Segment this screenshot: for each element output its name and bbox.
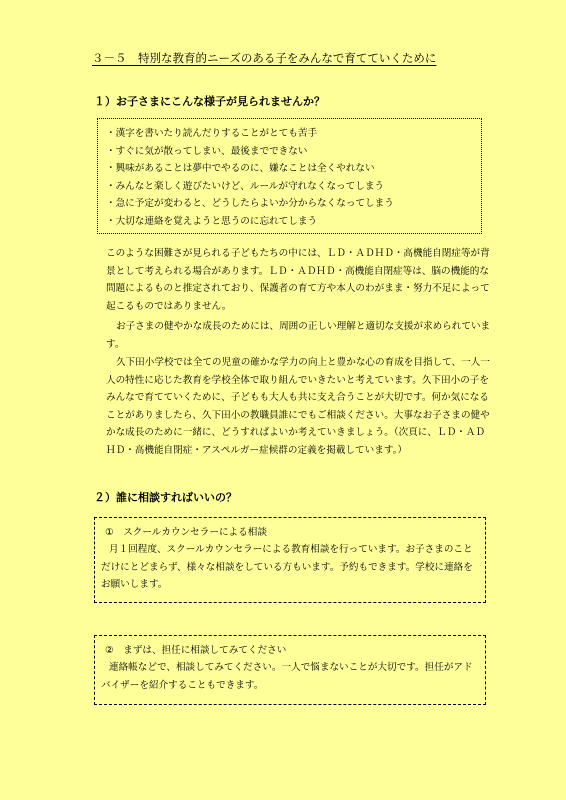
consult-box-teacher xyxy=(94,635,486,705)
symptom-item: ・すぐに気が散ってしまい、最後までできない xyxy=(106,145,308,157)
symptom-item: ・急に予定が変わると、どうしたらよいか分からなくなってしまう xyxy=(106,198,394,210)
page-title: ３－５ 特別な教育的ニーズのある子をみんなで育てていくために xyxy=(92,51,437,65)
symptom-item: ・漢字を書いたり読んだりすることがとても苦手 xyxy=(106,128,318,139)
symptom-item: ・みんなと楽しく遊びたいけど、ルールが守れなくなってしまう xyxy=(106,180,385,192)
section-heading-consult: ２）誰に相談すればいいの？ xyxy=(94,491,237,504)
symptom-item: ・大切な連絡を覚えようと思うのに忘れてしまう xyxy=(106,215,318,227)
school-paragraph: 久下田小学校では全ての児童の確かな学力の向上と豊かな心の育成を目指して、一人一人の特性に応じた教育を学校全体で取り組んでいきたいと考えています。久下田小の子をみんなで育てていくために、子どもも大人も共に支え合うことが大切です。何か気になることがありましたら、久下田小の教職員誰にでもご相談ください。大事なお子さまの健やかな成長のために一緒に、どうすればよいか考えていきましょう。（次頁に、ＬＤ・ＡＤＨＤ・高機能自閉症・アスペルガー症候群の定義を掲載しています。） xyxy=(106,357,490,456)
symptom-item: ・興味があることは夢中でやるのに、嫌なことは全くやれない xyxy=(106,163,375,175)
consult-box-counselor xyxy=(94,517,486,603)
support-paragraph: お子さまの健やかな成長のためには、周囲の正しい理解と適切な支援が求められています。 xyxy=(106,321,491,350)
consult-box-text: 月１回程度、スクールカウンセラーによる教育相談を行っています。お子さまのことだけにとどまらず、様々な相談をしている方もいます。予約もできます。学校に連絡をお願いします。 xyxy=(101,544,473,590)
section-heading-symptoms: １）お子さまにこんな様子が見られませんか？ xyxy=(94,95,325,108)
symptom-list-box xyxy=(97,118,482,234)
background-paragraph: このような困難さが見られる子どもたちの中には、ＬＤ・ＡＤＨＤ・高機能自閉症等が背景として考えられる場合があります。ＬＤ・ＡＤＨＤ・高機能自閉症等は、脳の機能的な問題によるものと推定されており、保護者の育て方や本人のわがまま・努力不足によって起こるものではありません。 xyxy=(106,248,490,312)
consult-box-title: ① スクールカウンセラーによる相談 xyxy=(105,527,267,538)
consult-box-text: 連絡帳などで、相談してみてください。一人で悩まないことが大切です。担任がアドバイザーを紹介することもできます。 xyxy=(101,662,473,691)
consult-box-title: ② まずは、担任に相談してみてください xyxy=(105,645,287,656)
